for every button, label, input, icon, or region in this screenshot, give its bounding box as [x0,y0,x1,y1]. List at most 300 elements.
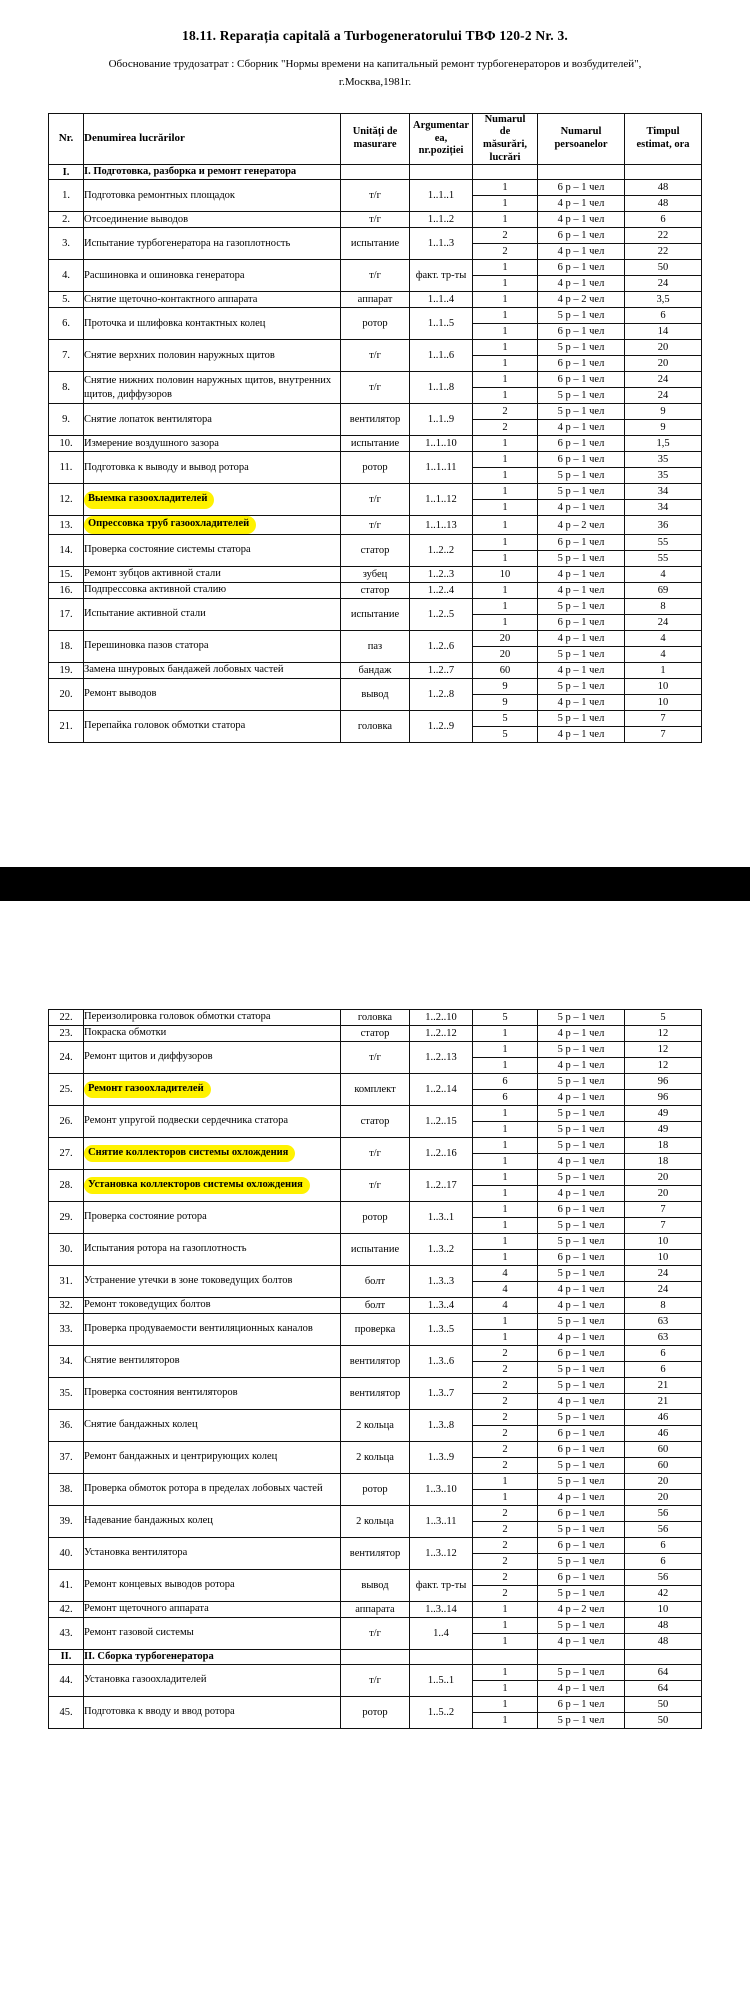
stacked-values [625,1602,701,1617]
cell-timpul [625,1233,702,1265]
stacked-value: 48 [657,182,669,194]
cell-denumirea: Снятие вентиляторов [84,1345,341,1377]
cell-numarul-masurari [473,1409,538,1441]
stacked-value: 96 [657,1075,669,1087]
stacked-value: 1 [473,1121,537,1137]
table-row [49,1505,702,1537]
cell-argumentarea: 1..3..6 [410,1345,473,1377]
table-row [49,1265,702,1297]
stacked-value: 34 [625,499,701,515]
stacked-values [538,260,624,291]
cell-denumirea: Проверка обмоток ротора в пределах лобовых частей [84,1473,341,1505]
stacked-values [473,1474,537,1505]
stacked-values [625,212,701,227]
stacked-value: 21 [625,1393,701,1409]
cell-nr: I. [49,165,84,180]
stacked-values [538,372,624,403]
cell-unitati: вентилятор [341,1537,410,1569]
cell-timpul [625,678,702,710]
stacked-value: 5 [660,1011,666,1023]
stacked-values [538,1538,624,1569]
table-row [49,1233,702,1265]
stacked-values [538,663,624,678]
stacked-value: 6 р – 1 чел [538,1249,624,1265]
stacked-value: 5 р – 1 чел [557,680,605,692]
stacked-value: 6 р – 1 чел [557,262,605,274]
header-num-l3: măsurări, [482,139,528,151]
cell-unitati: т/г [341,212,410,228]
stacked-value: 1 [502,486,508,498]
cell-nr: 17. [49,598,84,630]
stacked-values [473,518,537,533]
table-row [49,630,702,662]
stacked-value: 24 [625,387,701,403]
stacked-value: 50 [625,1712,701,1728]
stacked-value: 1 [473,499,537,515]
cell-argumentarea: 1..1..10 [410,436,473,452]
stacked-value: 4 р – 1 чел [538,1489,624,1505]
stacked-values [625,436,701,451]
stacked-value: 60 [625,1457,701,1473]
cell-denumirea: Переизолировка головок обмотки статора [84,1009,341,1025]
header-pers-l2: persoanelor [554,139,608,151]
cell-numarul-masurari [473,404,538,436]
stacked-values [473,372,537,403]
cell-numarul-masurari [473,566,538,582]
stacked-value: 5 р – 1 чел [538,1553,624,1569]
cell-denumirea: Перешиновка пазов статора [84,630,341,662]
cell-nr: 41. [49,1569,84,1601]
cell-argumentarea: 1..3..1 [410,1201,473,1233]
cell-unitati: т/г [341,1137,410,1169]
cell-numarul-masurari [473,260,538,292]
stacked-value: 21 [657,1379,669,1391]
cell-unitati: т/г [341,1169,410,1201]
stacked-values [625,1042,701,1073]
stacked-values [625,292,701,307]
stacked-value: 60 [657,1443,669,1455]
stacked-value: 4 р – 1 чел [538,726,624,742]
stacked-value: 6 р – 1 чел [538,355,624,371]
stacked-value: 5 р – 1 чел [557,1107,605,1119]
stacked-value: 6 р – 1 чел [557,1347,605,1359]
cell-numarul-persoanelor [538,1073,625,1105]
stacked-values [538,1346,624,1377]
cell-denumirea: Замена шнуровых бандажей лобовых частей [84,662,341,678]
table-row [49,1569,702,1601]
cell-nr: 8. [49,372,84,404]
cell-numarul-masurari [473,1696,538,1728]
stacked-value: 2 [473,1425,537,1441]
cell-denumirea: Установка вентилятора [84,1537,341,1569]
stacked-value: 5 р – 1 чел [557,600,605,612]
cell-denumirea [84,484,341,516]
cell-timpul [625,1009,702,1025]
cell-argumentarea: 1..3..4 [410,1297,473,1313]
stacked-value: 1 [473,1185,537,1201]
stacked-values [538,1106,624,1137]
cell-denumirea: II. Сборка турбогенератора [84,1649,341,1664]
cell-unitati: т/г [341,260,410,292]
cell-timpul [625,180,702,212]
header-denumirea: Denumirea lucrărilor [84,113,341,164]
stacked-values [538,1474,624,1505]
stacked-value: 4 р – 1 чел [538,1153,624,1169]
table-row [49,1696,702,1728]
stacked-value: 60 [499,664,511,676]
stacked-values [538,631,624,662]
cell-nr: 1. [49,180,84,212]
stacked-value: 7 [625,726,701,742]
stacked-value: 2 [502,406,508,418]
stacked-value: 69 [657,584,669,596]
stacked-value: 2 [473,1553,537,1569]
table-row [49,1313,702,1345]
header-timp-l1: Timpul [646,126,680,138]
cell-denumirea: Подготовка к выводу и вывод ротора [84,452,341,484]
cell-nr: 25. [49,1073,84,1105]
cell-nr: 7. [49,340,84,372]
header-nr: Nr. [49,113,84,164]
table-row [49,1617,702,1649]
cell-timpul [625,165,702,180]
stacked-value: 6 [660,1347,666,1359]
cell-numarul-masurari [473,1649,538,1664]
stacked-values [538,1074,624,1105]
cell-timpul [625,452,702,484]
header-num-l4: lucrări [489,151,521,163]
header-numarul-persoanelor [538,113,625,164]
table-row [49,260,702,292]
cell-denumirea: Проверка состояние системы статора [84,534,341,566]
stacked-values [625,340,701,371]
works-table-part-1 [48,113,702,743]
cell-numarul-masurari [473,516,538,534]
stacked-value: 1 [473,1633,537,1649]
stacked-value: 5 р – 1 чел [538,387,624,403]
stacked-values [538,1506,624,1537]
stacked-values [473,436,537,451]
cell-nr: 18. [49,630,84,662]
header-numarul-masurari [473,113,538,164]
cell-timpul [625,1345,702,1377]
cell-denumirea: Установка газоохладителей [84,1664,341,1696]
stacked-value: 24 [625,614,701,630]
stacked-value: 1 [473,467,537,483]
cell-numarul-masurari [473,1105,538,1137]
stacked-values [473,631,537,662]
stacked-value: 4 р – 1 чел [557,1299,605,1311]
cell-timpul [625,1265,702,1297]
stacked-value: 1 [502,1139,508,1151]
cell-numarul-persoanelor [538,1505,625,1537]
stacked-value: 5 р – 1 чел [557,1411,605,1423]
cell-unitati: головка [341,1009,410,1025]
stacked-value: 5 р – 1 чел [538,1121,624,1137]
stacked-value: 24 [625,1281,701,1297]
cell-argumentarea: 1..2..9 [410,710,473,742]
stacked-value: 64 [625,1680,701,1696]
stacked-value: 1 [473,1057,537,1073]
cell-nr: 31. [49,1265,84,1297]
cell-numarul-masurari [473,1041,538,1073]
cell-timpul [625,260,702,292]
stacked-values [625,1010,701,1025]
stacked-value: 1 [502,310,508,322]
cell-denumirea: Проточка и шлифовка контактных колец [84,308,341,340]
cell-timpul [625,566,702,582]
cell-nr: 4. [49,260,84,292]
stacked-value: 4 р – 1 чел [538,1329,624,1345]
cell-timpul [625,340,702,372]
stacked-values [473,404,537,435]
cell-denumirea: Ремонт зубцов активной стали [84,566,341,582]
cell-argumentarea: 1..2..15 [410,1105,473,1137]
stacked-value: 1 [502,214,508,226]
cell-denumirea: Измерение воздушного зазора [84,436,341,452]
cell-timpul [625,1025,702,1041]
cell-timpul [625,1569,702,1601]
stacked-value: 4 [625,646,701,662]
stacked-values [473,260,537,291]
stacked-value: 5 р – 1 чел [557,342,605,354]
stacked-value: 49 [625,1121,701,1137]
stacked-value: 5 р – 1 чел [538,646,624,662]
stacked-values [625,1026,701,1041]
stacked-value: 1 [473,275,537,291]
stacked-values [538,1618,624,1649]
cell-timpul [625,1073,702,1105]
stacked-values [538,340,624,371]
page-separator-bar [0,867,750,901]
stacked-value: 5 р – 1 чел [557,1171,605,1183]
cell-nr: 14. [49,534,84,566]
cell-numarul-masurari [473,436,538,452]
table-row [49,1105,702,1137]
cell-numarul-persoanelor [538,1696,625,1728]
cell-numarul-persoanelor [538,662,625,678]
cell-numarul-masurari [473,1505,538,1537]
cell-unitati: статор [341,1025,410,1041]
cell-numarul-masurari [473,372,538,404]
stacked-value: 20 [625,1185,701,1201]
page-break-spacer [0,743,750,821]
stacked-values [538,518,624,533]
cell-numarul-masurari [473,340,538,372]
stacked-value: 4 [660,568,666,580]
stacked-values [538,1378,624,1409]
table-row [49,484,702,516]
stacked-value: 2 [502,1539,508,1551]
table-row [49,566,702,582]
header-num-l1: Numarul [484,113,526,125]
stacked-value: 5 р – 1 чел [538,467,624,483]
stacked-values [473,1618,537,1649]
stacked-value: 56 [625,1521,701,1537]
cell-denumirea: Снятие щеточно-контактного аппарата [84,292,341,308]
table-row [49,516,702,534]
stacked-value: 50 [657,1698,669,1710]
cell-numarul-persoanelor [538,452,625,484]
stacked-values [473,1266,537,1297]
cell-unitati: статор [341,1105,410,1137]
cell-numarul-persoanelor [538,1009,625,1025]
cell-nr: 33. [49,1313,84,1345]
table-row [49,582,702,598]
stacked-value: 9 [660,406,666,418]
stacked-values [538,1234,624,1265]
cell-numarul-persoanelor [538,1041,625,1073]
stacked-values [473,1314,537,1345]
cell-argumentarea: факт. тр-ты [410,1569,473,1601]
cell-unitati: т/г [341,340,410,372]
stacked-value: 1 [502,1666,508,1678]
cell-nr: 11. [49,452,84,484]
stacked-value: 14 [625,323,701,339]
stacked-values [473,1665,537,1696]
stacked-value: 4 р – 1 чел [538,1393,624,1409]
cell-numarul-persoanelor [538,404,625,436]
cell-unitati [341,1649,410,1664]
stacked-value: 49 [657,1107,669,1119]
cell-nr: 13. [49,516,84,534]
cell-unitati: ротор [341,1201,410,1233]
cell-unitati: статор [341,582,410,598]
stacked-value: 6 [625,1361,701,1377]
stacked-value: 48 [625,1633,701,1649]
stacked-value: 6 [502,1075,508,1087]
cell-timpul [625,662,702,678]
cell-denumirea: Испытание турбогенератора на газоплотность [84,228,341,260]
stacked-value: 4 р – 2 чел [557,519,605,531]
cell-numarul-masurari [473,598,538,630]
table-row [49,372,702,404]
stacked-value: 6 р – 1 чел [557,182,605,194]
cell-argumentarea [410,165,473,180]
table-row [49,1441,702,1473]
cell-unitati: т/г [341,180,410,212]
cell-unitati: ротор [341,1473,410,1505]
table-row [49,1377,702,1409]
stacked-value: 18 [657,1139,669,1151]
table-row [49,678,702,710]
stacked-value: 96 [625,1089,701,1105]
header-arg-l1: Argumentar [413,120,469,132]
stacked-values [473,484,537,515]
cell-numarul-masurari [473,212,538,228]
cell-numarul-persoanelor [538,582,625,598]
stacked-value: 5 р – 1 чел [557,1619,605,1631]
stacked-value: 22 [625,243,701,259]
stacked-value: 5 р – 1 чел [557,1043,605,1055]
stacked-values [538,180,624,211]
stacked-value: 6 р – 1 чел [557,1571,605,1583]
cell-argumentarea: 1..3..3 [410,1265,473,1297]
cell-denumirea: Ремонт щеточного аппарата [84,1601,341,1617]
stacked-value: 1 [502,519,508,531]
stacked-value: 1 [502,1315,508,1327]
stacked-value: 35 [657,454,669,466]
cell-numarul-persoanelor [538,1233,625,1265]
table-section-row [49,165,702,180]
cell-denumirea: Снятие нижних половин наружных щитов, внутренних щитов, диффузоров [84,372,341,404]
cell-nr: 6. [49,308,84,340]
table-row [49,1297,702,1313]
stacked-value: 1 [502,1107,508,1119]
cell-timpul [625,1169,702,1201]
cell-numarul-masurari [473,1345,538,1377]
cell-numarul-persoanelor [538,710,625,742]
cell-argumentarea: 1..2..17 [410,1169,473,1201]
stacked-values [538,1202,624,1233]
stacked-value: 4 р – 1 чел [557,632,605,644]
cell-numarul-masurari [473,582,538,598]
table-row [49,1073,702,1105]
table-row [49,1169,702,1201]
stacked-value: 9 [473,694,537,710]
stacked-value: 9 [502,680,508,692]
table-row [49,598,702,630]
stacked-values [473,567,537,582]
cell-numarul-persoanelor [538,484,625,516]
cell-denumirea [84,1137,341,1169]
stacked-values [473,663,537,678]
stacked-value: 4 р – 1 чел [557,1027,605,1039]
stacked-value: 5 р – 1 чел [557,1379,605,1391]
stacked-value: 2 [502,1443,508,1455]
stacked-values [625,1665,701,1696]
stacked-value: 1 [473,1153,537,1169]
stacked-values [538,228,624,259]
cell-argumentarea: 1..1..3 [410,228,473,260]
stacked-value: 3,5 [656,294,670,306]
cell-numarul-masurari [473,630,538,662]
stacked-value: 5 [502,712,508,724]
stacked-value: 8 [660,600,666,612]
cell-nr: 35. [49,1377,84,1409]
cell-nr: 22. [49,1009,84,1025]
cell-nr: 10. [49,436,84,452]
cell-numarul-masurari [473,1201,538,1233]
cell-timpul [625,484,702,516]
stacked-value: 1 [502,584,508,596]
stacked-value: 5 [502,1011,508,1023]
stacked-value: 5 р – 1 чел [557,486,605,498]
stacked-value: 10 [625,1249,701,1265]
stacked-value: 4 р – 1 чел [557,664,605,676]
stacked-values [538,599,624,630]
cell-argumentarea: 1..1..4 [410,292,473,308]
cell-numarul-persoanelor [538,1601,625,1617]
cell-numarul-masurari [473,1233,538,1265]
table-row [49,1601,702,1617]
cell-unitati: т/г [341,372,410,404]
table-row [49,1009,702,1025]
stacked-values [625,1570,701,1601]
stacked-values [625,1266,701,1297]
cell-numarul-persoanelor [538,1409,625,1441]
stacked-value: 5 р – 1 чел [538,1585,624,1601]
cell-argumentarea: 1..3..5 [410,1313,473,1345]
stacked-value: 6 [660,214,666,226]
cell-timpul [625,1649,702,1664]
cell-denumirea: Ремонт концевых выводов ротора [84,1569,341,1601]
cell-timpul [625,1473,702,1505]
stacked-value: 6 [660,1539,666,1551]
stacked-value: 56 [657,1571,669,1583]
stacked-values [625,1538,701,1569]
cell-numarul-masurari [473,228,538,260]
